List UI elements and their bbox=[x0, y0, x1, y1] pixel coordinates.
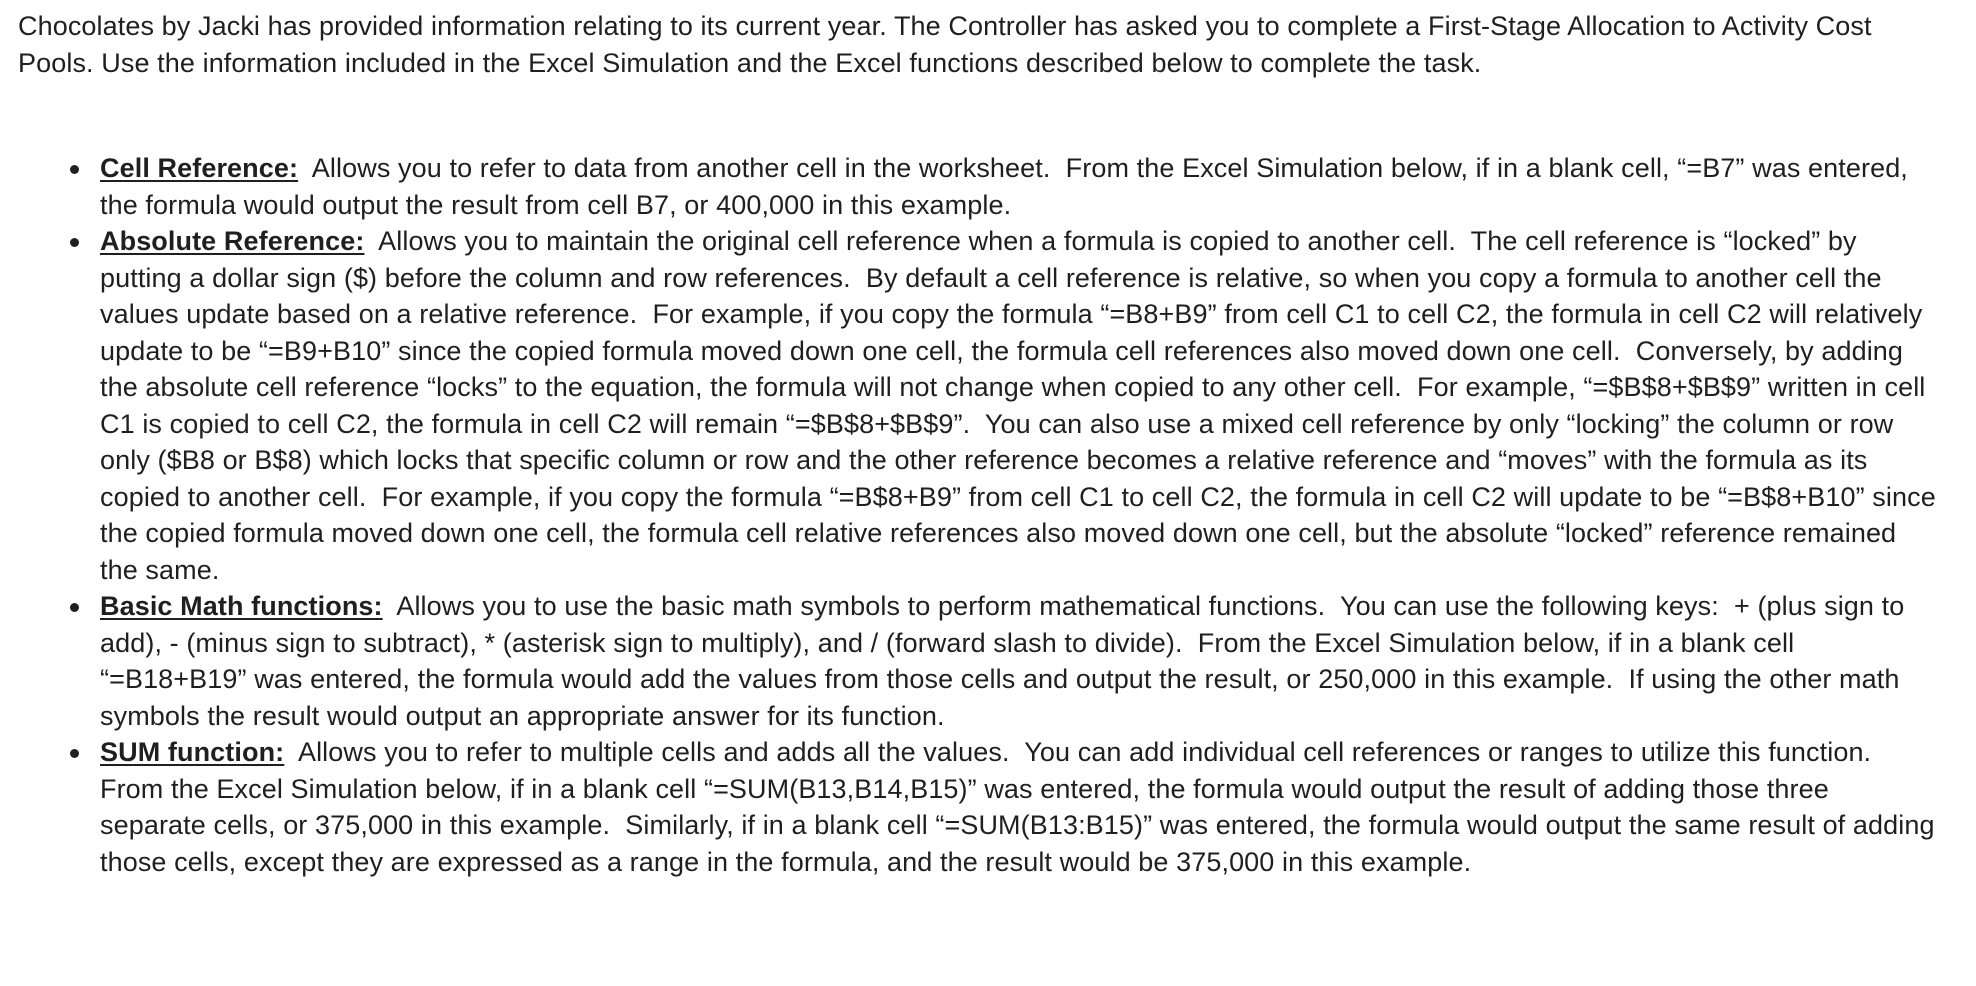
intro-paragraph: Chocolates by Jacki has provided information relating to its current year. The Controller has asked you to complete a First-Stage Allocation to Activity Cost Pools. Use the information included in the Excel Simulation and the Excel functions described below to complete the task. bbox=[18, 11, 1872, 78]
term-basic-math: Basic Math functions: bbox=[100, 591, 383, 621]
list-item-basic-math bbox=[100, 588, 1936, 734]
term-cell-reference: Cell Reference: bbox=[100, 153, 299, 183]
list-item-sum-function bbox=[100, 734, 1943, 880]
bullet-icon bbox=[70, 238, 79, 247]
description-sum-function: Allows you to refer to multiple cells and adds all the values. You can add individual cell references or ranges to utilize this function. From the Excel Simulation below, if in a blank cell “=SUM(B13,B14,B15)” was entered, the formula would output the result of adding those three separate cells, or 375,000 in this example. Similarly, if in a blank cell “=SUM(B13:B15)” was entered, the formula would output the same result of adding those cells, except they are expressed as a range in the formula, and the result would be 375,000 in this example. bbox=[100, 737, 1943, 877]
description-cell-reference: Allows you to refer to data from another cell in the worksheet. From the Excel Simulation below, if in a blank cell, “=B7” was entered, the formula would output the result from cell B7, or 400,000 in this example. bbox=[100, 153, 1916, 220]
excel-functions-list bbox=[18, 150, 1944, 880]
description-basic-math: Allows you to use the basic math symbols to perform mathematical functions. You can use the following keys: + (plus sign to add), - (minus sign to subtract), * (asterisk sign to multiply), and / (forward slash to divide). From the Excel Simulation below, if in a blank cell “=B18+B19” was entered, the formula would add the values from those cells and output the result, or 250,000 in this example. If using the other math symbols the result would output an appropriate answer for its function. bbox=[100, 591, 1912, 731]
list-item-cell-reference bbox=[100, 150, 1936, 223]
term-sum-function: SUM function: bbox=[100, 737, 285, 767]
bullet-icon bbox=[70, 603, 79, 612]
term-absolute-reference: Absolute Reference: bbox=[100, 226, 365, 256]
bullet-icon bbox=[70, 749, 79, 758]
bullet-icon bbox=[70, 165, 79, 174]
list-item-absolute-reference bbox=[100, 223, 1944, 588]
description-absolute-reference: Allows you to maintain the original cell reference when a formula is copied to another cell. The cell reference is “locked” by putting a dollar sign ($) before the column and row references. By default a cell reference is relative, so when you copy a formula to another cell the values update based on a relative reference. For example, if you copy the formula “=B8+B9” from cell C1 to cell C2, the formula in cell C2 will relatively update to be “=B9+B10” since the copied formula moved down one cell, the formula cell references also moved down one cell. Conversely, by adding the absolute cell reference “locks” to the equation, the formula will not change when copied to any other cell. For example, “=$B$8+$B$9” written in cell C1 is copied to cell C2, the formula in cell C2 will remain “=$B$8+$B$9”. You can also use a mixed cell reference by only “locking” the column or row only ($B8 or B$8) which locks that specific column or row and the other reference becomes a relative reference and “moves” with the formula as its copied to another cell. For example, if you copy the formula “=B$8+B9” from cell C1 to cell C2, the formula in cell C2 will update to be “=B$8+B10” since the copied formula moved down one cell, the formula cell relative references also moved down one cell, but the absolute “locked” reference remained the same. bbox=[100, 226, 1944, 585]
